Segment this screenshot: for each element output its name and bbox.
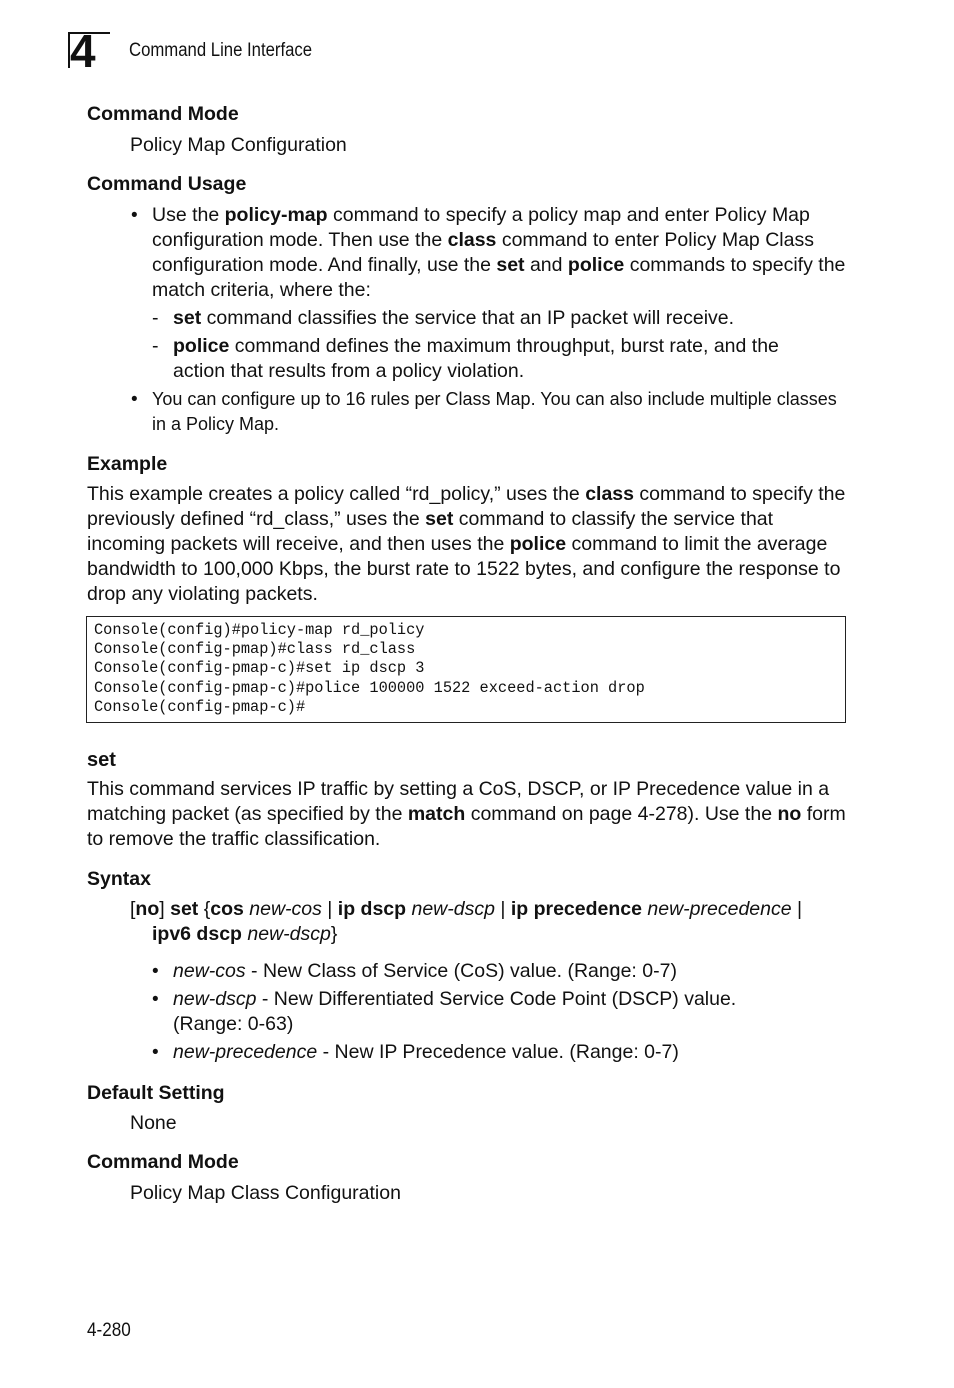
example-heading: Example — [87, 453, 168, 475]
code-line: Console(config-pmap-c)# — [94, 697, 306, 716]
usage-bullet-2: You can configure up to 16 rules per Class Map. You can also include multiple classes in a Policy Map. — [152, 389, 837, 434]
page-number: 4-280 — [87, 1320, 131, 1341]
bullet-marker: • — [131, 389, 138, 410]
example-paragraph: This example creates a policy called “rd_policy,” uses the class command to specify the previously defined “rd_class,” uses the set command to classify the service that incoming packets will receive, and then uses the police command to limit the average bandwidth to 100,000 Kbps, the burst rate to 1522 bytes, and configure the response to drop any violating packets. — [87, 483, 846, 605]
bullet-marker: • — [152, 961, 159, 982]
sub-bullet-marker: - — [152, 335, 159, 357]
command-mode-value: Policy Map Configuration — [130, 134, 347, 156]
code-line: Console(config-pmap-c)#police 100000 1522 exceed-action drop — [94, 678, 645, 697]
sub-bullet-police: police command defines the maximum throughput, burst rate, and the action that results from a policy violation. — [173, 335, 779, 382]
code-line: Console(config-pmap)#class rd_class — [94, 640, 416, 659]
param-new-cos: new-cos - New Class of Service (CoS) value. (Range: 0-7) — [173, 960, 677, 982]
command-mode-heading: Command Mode — [87, 103, 239, 125]
usage-bullet-1: Use the policy-map command to specify a policy map and enter Policy Map configuration mode. Then use the class command to enter Policy Map Class configuration mode. And finally, use the set and police commands to specify the match criteria, where the: — [152, 204, 846, 301]
command-mode-value-2: Policy Map Class Configuration — [130, 1182, 401, 1204]
default-setting-heading: Default Setting — [87, 1082, 225, 1104]
param-new-dscp: new-dscp - New Differentiated Service Code Point (DSCP) value. — [173, 988, 737, 1010]
command-description: This command services IP traffic by setting a CoS, DSCP, or IP Precedence value in a matching packet (as specified by the match command on page 4-278). Use the no form to remove the traffic classification. — [87, 778, 846, 850]
code-line: Console(config)#policy-map rd_policy — [94, 621, 425, 639]
syntax-line: [no] set {cos new-cos | ip dscp new-dscp | ip precedence new-precedence | — [130, 898, 803, 920]
default-setting-value: None — [130, 1112, 177, 1134]
param-new-precedence: new-precedence - New IP Precedence value. (Range: 0-7) — [173, 1041, 679, 1063]
code-line: Console(config-pmap-c)#set ip dscp 3 — [94, 659, 425, 678]
sub-bullet-set: set command classifies the service that an IP packet will receive. — [173, 307, 735, 329]
sub-bullet-marker: - — [152, 307, 159, 329]
command-mode-heading-2: Command Mode — [87, 1151, 239, 1173]
syntax-line-cont: ipv6 dscp new-dscp} — [152, 923, 338, 945]
bullet-marker: • — [131, 205, 138, 226]
code-example-box — [86, 616, 846, 723]
command-usage-heading: Command Usage — [87, 173, 247, 195]
syntax-heading: Syntax — [87, 868, 151, 890]
bullet-marker: • — [152, 989, 159, 1010]
bullet-marker: • — [152, 1042, 159, 1063]
chapter-number: 4 — [70, 25, 95, 77]
command-title: set — [87, 749, 116, 771]
param-new-dscp-range: (Range: 0-63) — [173, 1013, 294, 1035]
running-header-title: Command Line Interface — [129, 40, 313, 61]
